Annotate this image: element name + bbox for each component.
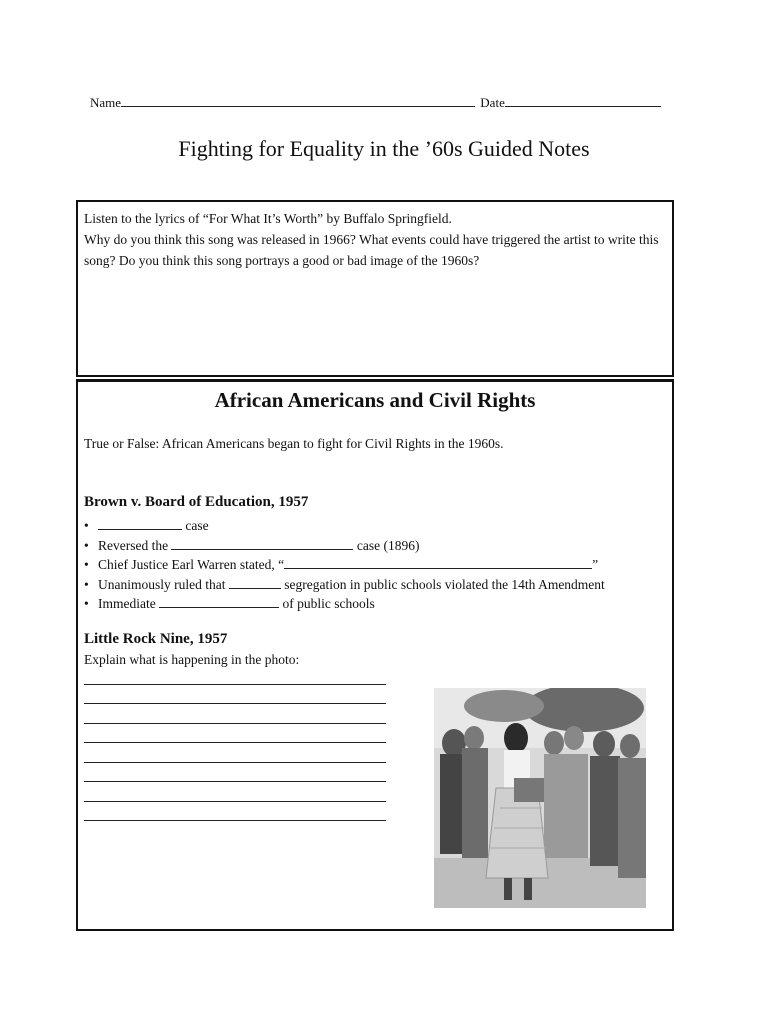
list-item: • Immediate of public schools bbox=[84, 594, 605, 614]
page-title: Fighting for Equality in the ’60s Guided Notes bbox=[178, 136, 590, 161]
fill-blank[interactable] bbox=[229, 576, 281, 589]
civil-rights-section bbox=[76, 379, 674, 931]
answer-line[interactable] bbox=[84, 762, 386, 763]
answer-line[interactable] bbox=[84, 703, 386, 704]
song-intro: Listen to the lyrics of “For What It’s Worth” by Buffalo Springfield. bbox=[84, 211, 452, 226]
answer-line[interactable] bbox=[84, 723, 386, 724]
true-false-question: True or False: African Americans began to fight for Civil Rights in the 1960s. bbox=[84, 436, 504, 451]
list-item: • Reversed the case (1896) bbox=[84, 536, 605, 556]
fill-blank[interactable] bbox=[284, 556, 592, 569]
answer-line[interactable] bbox=[84, 684, 386, 685]
answer-line[interactable] bbox=[84, 781, 386, 782]
answer-line[interactable] bbox=[84, 801, 386, 802]
fill-blank[interactable] bbox=[159, 595, 279, 608]
brown-bullet-list bbox=[84, 516, 605, 614]
list-item: • Chief Justice Earl Warren stated, “ ” bbox=[84, 555, 605, 575]
list-item: • Unanimously ruled that segregation in public schools violated the 14th Amendment bbox=[84, 575, 605, 595]
little-rock-heading: Little Rock Nine, 1957 bbox=[84, 631, 228, 647]
photo-prompt: Explain what is happening in the photo: bbox=[84, 652, 300, 667]
name-field[interactable] bbox=[121, 94, 475, 107]
name-label: Name bbox=[90, 95, 122, 110]
date-label: Date bbox=[480, 95, 505, 110]
answer-line[interactable] bbox=[84, 820, 386, 821]
fill-blank[interactable] bbox=[171, 537, 353, 550]
section-title: African Americans and Civil Rights bbox=[214, 388, 536, 412]
song-questions: Why do you think this song was released in 1966? What events could have triggered the artist to write this song? Do you think this song portrays a good or bad image of the 1960s? bbox=[84, 232, 659, 268]
date-field[interactable] bbox=[505, 94, 661, 107]
list-item: • case bbox=[84, 516, 605, 536]
little-rock-nine-photo bbox=[434, 688, 646, 908]
fill-blank[interactable] bbox=[98, 517, 182, 530]
answer-line[interactable] bbox=[84, 742, 386, 743]
song-prompt-box bbox=[76, 200, 674, 377]
name-date-line bbox=[90, 94, 690, 111]
brown-heading: Brown v. Board of Education, 1957 bbox=[84, 494, 309, 510]
